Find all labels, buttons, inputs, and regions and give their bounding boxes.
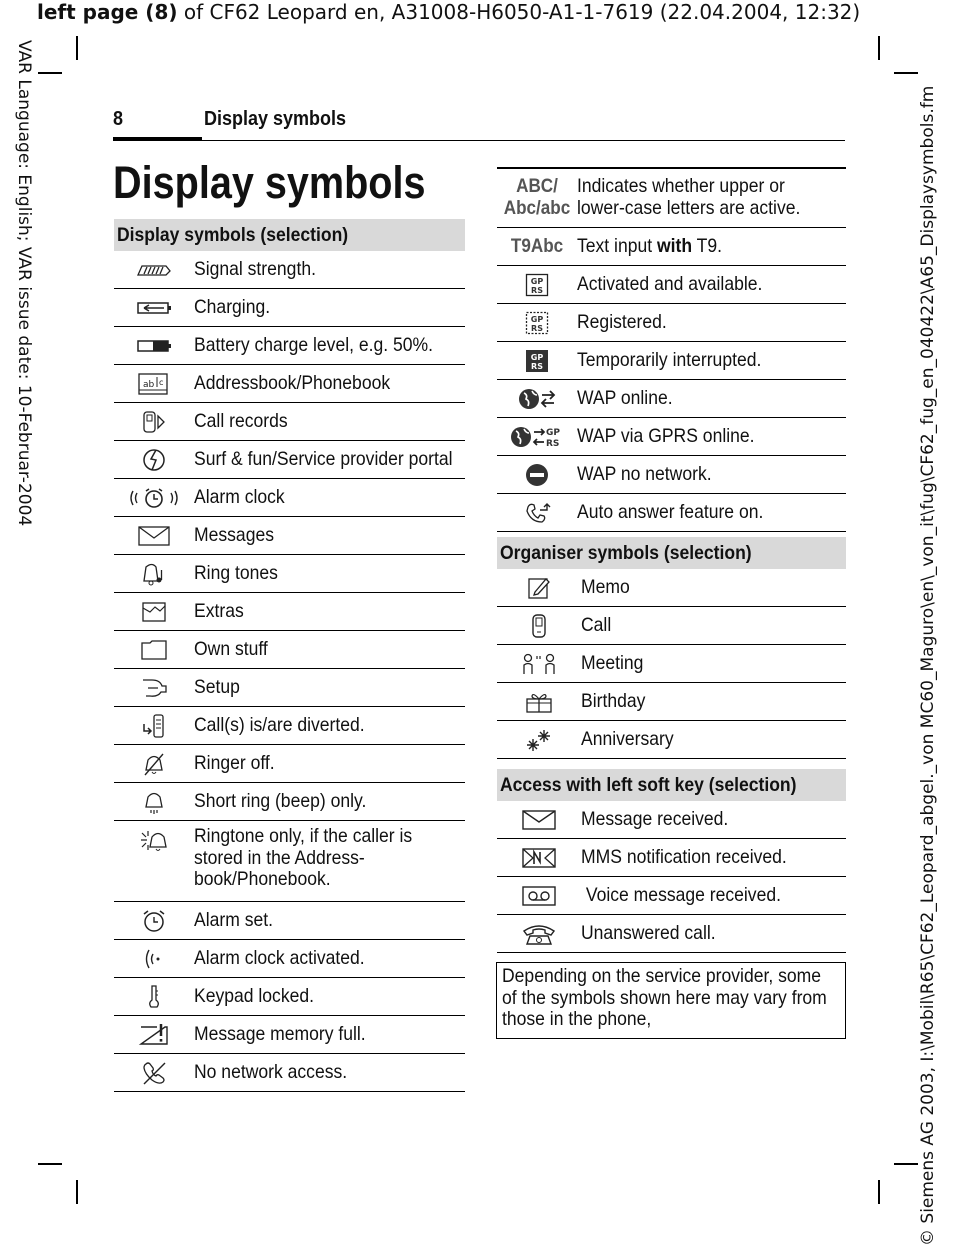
case-code: ABC/ Abc/abc xyxy=(503,175,571,219)
message-received-icon xyxy=(497,809,581,831)
table-row xyxy=(497,569,846,607)
row-text: WAP via GPRS online. xyxy=(577,424,755,447)
crop-mark xyxy=(894,1163,918,1165)
table-row xyxy=(114,978,465,1016)
display-symbols-table xyxy=(114,219,465,1092)
svg-text:GP: GP xyxy=(530,352,544,362)
table-row xyxy=(114,251,465,289)
table-row xyxy=(497,839,846,877)
svg-text:RS: RS xyxy=(531,285,543,295)
table-row xyxy=(497,607,846,645)
row-text: Call records xyxy=(194,409,288,432)
row-text: Alarm set. xyxy=(194,908,274,931)
birthday-icon xyxy=(497,689,581,715)
row-text: Ringer off. xyxy=(194,751,275,774)
crop-mark xyxy=(878,36,880,60)
table-row xyxy=(114,1054,465,1092)
mms-notification-icon xyxy=(497,847,581,869)
short-ring-icon xyxy=(114,789,194,815)
table-row xyxy=(497,266,846,304)
page-number: 8 xyxy=(113,108,124,130)
call-divert-icon xyxy=(114,713,194,739)
charging-icon xyxy=(114,301,194,315)
side-note-right xyxy=(918,85,944,1246)
surf-fun-icon xyxy=(114,447,194,473)
print-meta-bold: left page (8) xyxy=(37,0,178,24)
call-icon xyxy=(497,613,581,639)
left-soft-key-table xyxy=(497,769,846,953)
unanswered-call-icon xyxy=(497,922,581,946)
table-row xyxy=(114,479,465,517)
table-row xyxy=(114,403,465,441)
table-row xyxy=(114,902,465,940)
service-provider-note xyxy=(496,962,846,1039)
table-row xyxy=(114,669,465,707)
section-heading-text: Access with left soft key (selection) xyxy=(500,773,797,796)
row-text: Own stuff xyxy=(194,637,268,660)
running-title: Display symbols xyxy=(204,108,347,130)
row-text: Signal strength. xyxy=(194,257,316,280)
row-text: Short ring (beep) only. xyxy=(194,789,367,812)
table-row xyxy=(114,555,465,593)
keypad-locked-icon xyxy=(114,983,194,1011)
gprs-registered-icon xyxy=(497,311,577,335)
row-text: Setup xyxy=(194,675,240,698)
row-text: Extras xyxy=(194,599,244,622)
row-text: No network access. xyxy=(194,1060,348,1083)
row-text: Alarm clock xyxy=(194,485,285,508)
row-text: Ringtone only, if the caller is stored in the Address-book/Phonebook. xyxy=(194,825,413,890)
crop-mark xyxy=(38,72,62,74)
row-text: Charging. xyxy=(194,295,271,318)
row-text: Addressbook/Phonebook xyxy=(194,371,391,394)
side-note-left-text: VAR Language: English; VAR issue date: 10-Februar-2004 xyxy=(14,40,34,527)
row-text: Auto answer feature on. xyxy=(577,500,764,523)
side-note-left xyxy=(8,40,34,527)
row-text: Registered. xyxy=(577,310,667,333)
svg-text:GP: GP xyxy=(530,276,544,286)
section-heading-text: Display symbols (selection) xyxy=(117,223,349,246)
case-indicator xyxy=(497,176,577,220)
t9-indicator xyxy=(497,236,577,258)
ringtone-only-icon xyxy=(114,828,194,856)
svg-text:RS: RS xyxy=(531,361,543,371)
table-row xyxy=(497,801,846,839)
table-row xyxy=(497,645,846,683)
svg-text:c: c xyxy=(159,377,164,387)
section-heading xyxy=(497,769,846,801)
alarm-clock-icon xyxy=(114,485,194,511)
table-row xyxy=(114,327,465,365)
header-rule xyxy=(113,140,845,141)
table-row xyxy=(497,168,846,228)
table-row xyxy=(114,1016,465,1054)
row-text: WAP online. xyxy=(577,386,673,409)
meeting-icon xyxy=(497,651,581,677)
table-row xyxy=(497,304,846,342)
crop-mark xyxy=(38,1163,62,1165)
wap-gprs-icon xyxy=(497,424,577,450)
ring-tones-icon xyxy=(114,561,194,587)
row-text: Message memory full. xyxy=(194,1022,366,1045)
table-row xyxy=(497,418,846,456)
row-text: Birthday xyxy=(581,689,646,712)
folder-icon xyxy=(114,638,194,662)
signal-strength-icon xyxy=(114,263,194,277)
row-text: Anniversary xyxy=(581,727,674,750)
row-text-pre: Text input xyxy=(577,234,658,257)
section-heading xyxy=(114,219,465,251)
voice-message-icon xyxy=(497,885,581,907)
print-meta-line xyxy=(37,0,860,24)
note-text: Depending on the service provider, some of the symbols shown here may vary from those in the phone, xyxy=(502,965,827,1030)
row-text-bold: with xyxy=(657,234,693,257)
svg-text:GP: GP xyxy=(546,427,560,438)
table-row xyxy=(114,365,465,403)
crop-mark xyxy=(878,1180,880,1204)
table-row xyxy=(497,721,846,759)
row-text: Temporarily interrupted. xyxy=(577,348,762,371)
table-row xyxy=(114,745,465,783)
auto-answer-icon xyxy=(497,500,577,526)
row-text xyxy=(577,236,722,258)
table-row xyxy=(497,877,846,915)
gprs-interrupted-icon xyxy=(497,349,577,373)
row-text: Indicates whether upper or lower-case letters are active. xyxy=(577,175,801,219)
page-title: Display symbols xyxy=(113,157,426,208)
row-text: Call xyxy=(581,613,612,636)
table-row xyxy=(114,289,465,327)
crop-mark xyxy=(76,1180,78,1204)
extras-icon xyxy=(114,600,194,624)
wap-online-icon xyxy=(497,386,577,412)
row-text: WAP no network. xyxy=(577,462,712,485)
table-row xyxy=(114,631,465,669)
ringer-off-icon xyxy=(114,751,194,777)
row-text: Alarm clock activated. xyxy=(194,946,365,969)
table-row xyxy=(497,380,846,418)
row-text: Unanswered call. xyxy=(581,921,716,944)
crop-mark xyxy=(894,72,918,74)
row-text: Meeting xyxy=(581,651,644,674)
row-text-post: T9. xyxy=(692,234,723,257)
table-row xyxy=(497,683,846,721)
row-text: Keypad locked. xyxy=(194,984,315,1007)
input-status-table xyxy=(497,168,846,532)
row-text: Battery charge level, e.g. 50%. xyxy=(194,333,434,356)
row-text: Message received. xyxy=(581,807,729,830)
svg-text:RS: RS xyxy=(546,438,560,449)
table-row xyxy=(114,517,465,555)
setup-icon xyxy=(114,676,194,700)
alarm-set-icon xyxy=(114,908,194,934)
table-row xyxy=(114,940,465,978)
svg-text:ab: ab xyxy=(143,379,155,390)
side-note-right-text: © Siemens AG 2003, I:\Mobil\R65\CF62_Leopard_abgel._von MC60_Maguro\en\_von_it\fug\CF62_fug_en_040422\A65_Displaysymbols.fm xyxy=(918,85,938,1246)
table-row xyxy=(497,228,846,266)
row-text: MMS notification received. xyxy=(581,845,787,868)
row-text: Call(s) is/are diverted. xyxy=(194,713,365,736)
memory-full-icon xyxy=(114,1022,194,1048)
table-row xyxy=(497,915,846,953)
battery-icon xyxy=(114,339,194,353)
section-heading-text: Organiser symbols (selection) xyxy=(500,541,752,564)
no-network-icon xyxy=(114,1059,194,1087)
print-meta-rest: of CF62 Leopard en, A31008-H6050-A1-1-7619 (22.04.2004, 12:32) xyxy=(177,0,861,24)
t9-code: T9Abc xyxy=(510,235,564,257)
addressbook-icon xyxy=(114,372,194,396)
envelope-icon xyxy=(114,525,194,547)
table-row xyxy=(114,441,465,479)
row-text: Voice message received. xyxy=(581,883,781,906)
section-heading xyxy=(497,537,846,569)
table-row xyxy=(497,494,846,532)
row-text: Surf & fun/Service provider portal xyxy=(194,447,453,470)
row-text: Ring tones xyxy=(194,561,278,584)
memo-icon xyxy=(497,575,581,601)
svg-text:GP: GP xyxy=(530,314,544,324)
table-row xyxy=(114,593,465,631)
gprs-available-icon xyxy=(497,273,577,297)
table-row xyxy=(114,783,465,821)
alarm-active-icon xyxy=(114,946,194,972)
call-records-icon xyxy=(114,410,194,434)
svg-text:RS: RS xyxy=(531,323,543,333)
wap-no-network-icon xyxy=(497,462,577,488)
row-text: Memo xyxy=(581,575,630,598)
anniversary-icon xyxy=(497,727,581,753)
organiser-symbols-table xyxy=(497,537,846,759)
table-row xyxy=(114,707,465,745)
row-text: Messages xyxy=(194,523,274,546)
table-row xyxy=(497,456,846,494)
crop-mark xyxy=(76,36,78,60)
table-row xyxy=(497,342,846,380)
row-text: Activated and available. xyxy=(577,272,763,295)
table-row xyxy=(114,821,465,902)
